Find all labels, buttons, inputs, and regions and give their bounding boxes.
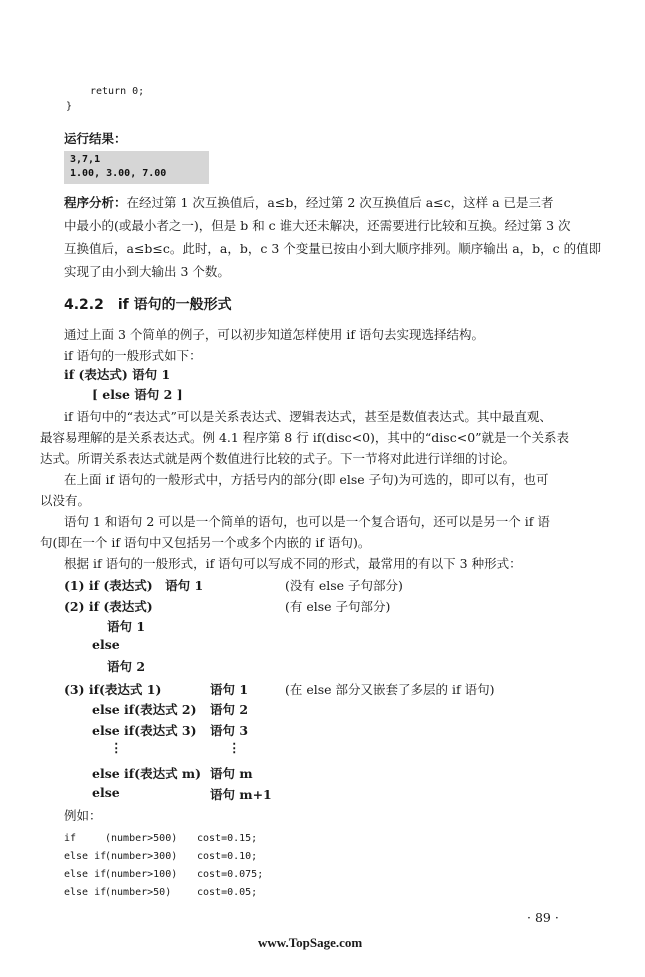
example-assign: cost=0.15; [197,833,258,844]
example-assign: cost=0.10; [197,851,258,862]
example-assign: cost=0.05; [197,887,258,898]
optional-line: 在上面 if 语句的一般形式中，方括号内的部分(即 else 子句)为可选的，即可以有，也可 [64,472,549,487]
example-cond: (number>500) [105,833,178,844]
intro-line: if 语句的一般形式如下： [64,348,202,363]
form3-stmt-m-plus-1: 语句 m+1 [210,787,272,802]
example-kw: else if [64,851,107,862]
run-output-line: 3,7,1 [70,154,101,165]
form3-stmt2: 语句 2 [210,702,249,717]
analysis-text: 在经过第 1 次互换值后，a≤b，经过第 2 次互换值后 a≤c，这样 a 已是三者 [126,195,554,210]
example-cond: (number>50) [105,887,172,898]
statement-line: 句(即在一个 if 语句中又包括另一个或多个内嵌的 if 语句)。 [40,535,371,550]
form3-ellipsis: ⋮ [110,740,123,755]
example-label: 例如： [64,808,102,823]
example-kw: if [64,833,77,844]
form3-stmt1: 语句 1 [210,682,249,697]
analysis-line: 中最小的(或最小者之一)，但是 b 和 c 谁大还未解决，还需要进行比较和互换。经过第 3 次 [64,218,571,233]
analysis-line: 程序分析：在经过第 1 次互换值后，a≤b，经过第 2 次互换值后 a≤c，这样 a 已是三者 [64,195,554,210]
code-brace: } [66,101,73,112]
run-output-screenshot [64,151,209,184]
analysis-line: 实现了由小到大输出 3 个数。 [64,264,230,279]
form2-stmt1: 语句 1 [107,619,146,634]
form2-note: (有 else 子句部分) [285,599,391,614]
form3-ellipsis: ⋮ [228,740,241,755]
example-assign: cost=0.075; [197,869,264,880]
intro-line: 通过上面 3 个简单的例子，可以初步知道怎样使用 if 语句去实现选择结构。 [64,327,484,342]
example-cond: (number>100) [105,869,178,880]
form-line-2: [ else 语句 2 ] [92,387,183,402]
form3-elseif-m: else if(表达式 m) [92,766,202,781]
run-result-label: 运行结果： [64,131,127,146]
expr-line: 最容易理解的是关系表达式。例 4.1 程序第 8 行 if(disc<0)，其中的“disc<0”就是一个关系表 [40,430,570,445]
analysis-line: 互换值后，a≤b≤c。此时，a，b，c 3 个变量已按由小到大顺序排列。顺序输出 a，b，c 的值即 [64,241,602,256]
form2-left: (2) if (表达式) [64,599,153,614]
form3-left: (3) if(表达式 1) [64,682,162,697]
statement-line: 语句 1 和语句 2 可以是一个简单的语句，也可以是一个复合语句，还可以是另一个 if 语 [64,514,550,529]
run-output-line: 1.00, 3.00, 7.00 [70,168,167,179]
form3-else: else [92,785,120,800]
form2-else: else [92,637,120,652]
footer-url: www.TopSage.com [258,935,363,950]
form1-left: (1) if (表达式) 语句 1 [64,578,204,593]
example-kw: else if [64,887,107,898]
optional-line: 以没有。 [40,493,91,508]
code-return: return 0; [90,86,145,97]
page-number: · 89 · [527,910,559,925]
form3-stmt3: 语句 3 [210,723,249,738]
example-kw: else if [64,869,107,880]
form1-note: (没有 else 子句部分) [285,578,403,593]
form-line-1: if (表达式) 语句 1 [64,367,171,382]
example-cond: (number>300) [105,851,178,862]
form3-stmt-m: 语句 m [210,766,253,781]
expr-line: if 语句中的“表达式”可以是关系表达式、逻辑表达式，甚至是数值表达式。其中最直观、 [64,409,552,424]
section-title: 4.2.2 if 语句的一般形式 [64,297,232,313]
forms-intro: 根据 if 语句的一般形式，if 语句可以写成不同的形式，最常用的有以下 3 种形式： [64,556,522,571]
expr-line: 达式。所谓关系表达式就是两个数值进行比较的式子。下一节将对此进行详细的讨论。 [40,451,516,466]
form3-note: (在 else 部分又嵌套了多层的 if 语句) [285,682,495,697]
form3-elseif-2: else if(表达式 2) [92,702,197,717]
form2-stmt2: 语句 2 [107,659,146,674]
form3-elseif-3: else if(表达式 3) [92,723,197,738]
